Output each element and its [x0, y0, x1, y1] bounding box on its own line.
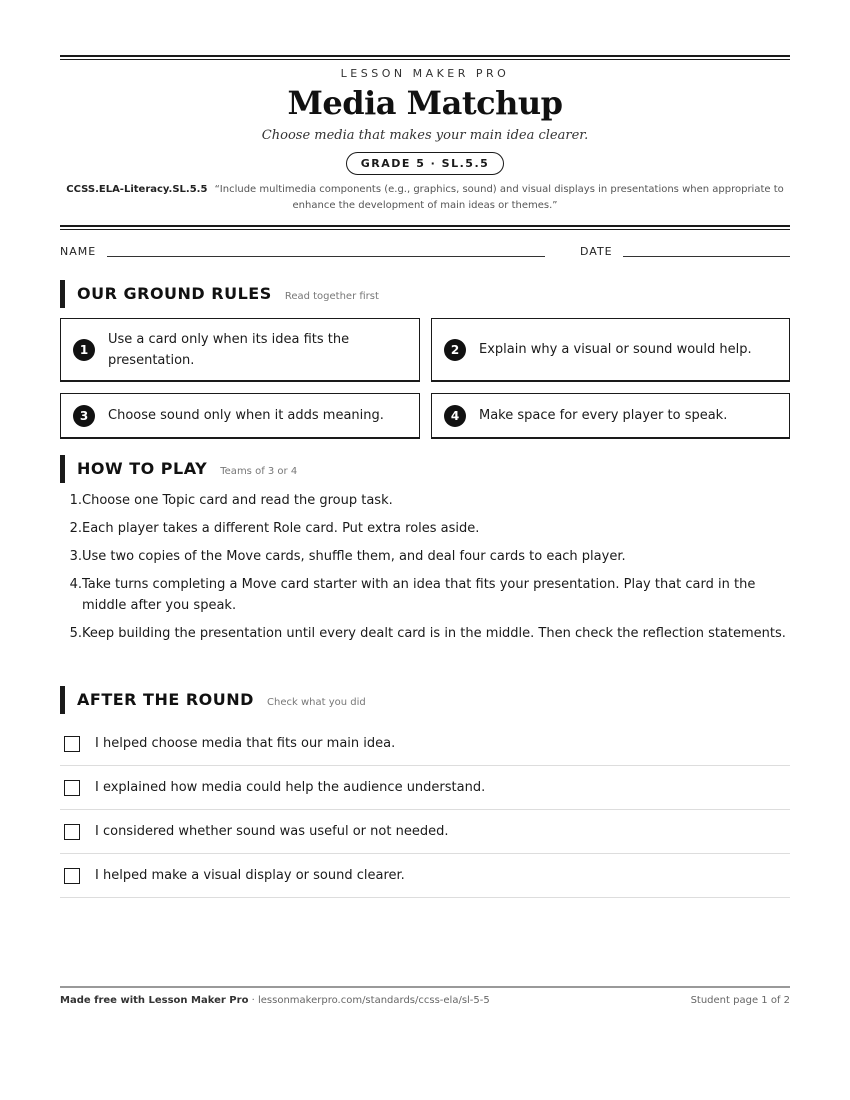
step-number: 5.	[69, 626, 82, 641]
rule-number-badge: 3	[73, 405, 95, 427]
after-round-header	[60, 686, 366, 714]
footer-made-with: Made free with Lesson Maker Pro	[60, 995, 249, 1006]
footer	[60, 995, 790, 1006]
rule-text: Choose sound only when it adds meaning.	[108, 408, 384, 423]
reflection-text: I explained how media could help the audience understand.	[95, 780, 486, 795]
rule-number-badge: 2	[444, 339, 466, 361]
standard-description	[60, 182, 790, 214]
step-text: Use two copies of the Move cards, shuffle them, and deal four cards to each player.	[82, 549, 626, 564]
rule-number-badge: 1	[73, 339, 95, 361]
step-item	[60, 546, 790, 567]
name-date-row	[60, 245, 790, 261]
ground-rule-card	[431, 393, 790, 439]
step-item	[60, 574, 790, 616]
grade-badge-wrap	[60, 152, 790, 175]
reflection-checkbox[interactable]	[64, 868, 80, 884]
step-text: Take turns completing a Move card starter with an idea that fits your presentation. Play that card in the middle after you speak.	[82, 577, 756, 613]
ground-rules-subheading: Read together first	[284, 291, 379, 302]
after-round-heading: AFTER THE ROUND	[77, 690, 254, 709]
date-label: DATE	[580, 245, 613, 258]
step-item	[60, 623, 790, 644]
reflection-item	[60, 766, 790, 810]
step-text: Keep building the presentation until every dealt card is in the middle. Then check the reflection statements.	[82, 626, 786, 641]
ground-rule-card	[60, 393, 420, 439]
reflection-text: I helped choose media that fits our main idea.	[95, 736, 396, 751]
header-bottom-rule	[60, 225, 790, 230]
name-field[interactable]	[107, 256, 545, 257]
page-number: Student page 1 of 2	[690, 995, 790, 1006]
grade-badge: GRADE 5 · SL.5.5	[346, 152, 505, 175]
reflection-item	[60, 810, 790, 854]
standard-text: “Include multimedia components (e.g., graphics, sound) and visual displays in presentations when appropriate to enhance the development of main ideas or themes.”	[214, 184, 784, 211]
step-number: 4.	[69, 577, 82, 592]
reflection-text: I helped make a visual display or sound clearer.	[95, 868, 405, 883]
page-subtitle: Choose media that makes your main idea clearer.	[261, 128, 589, 143]
rule-text: Explain why a visual or sound would help.	[479, 342, 752, 357]
date-field[interactable]	[623, 256, 790, 257]
step-number: 1.	[69, 493, 82, 508]
reflection-checkbox[interactable]	[64, 780, 80, 796]
how-to-play-heading: HOW TO PLAY	[77, 459, 208, 478]
after-round-subheading: Check what you did	[267, 697, 366, 708]
rule-text: Use a card only when its idea fits the presentation.	[108, 331, 350, 368]
how-to-play-subheading: Teams of 3 or 4	[220, 466, 298, 477]
ground-rule-card	[431, 318, 790, 382]
ground-rule-card	[60, 318, 420, 382]
step-number: 3.	[69, 549, 82, 564]
step-item	[60, 490, 790, 511]
rule-number-badge: 4	[444, 405, 466, 427]
rule-text: Make space for every player to speak.	[479, 408, 728, 423]
footer-url[interactable]: · lessonmakerpro.com/standards/ccss-ela/sl-5-5	[248, 995, 490, 1006]
reflection-item	[60, 722, 790, 766]
page-title: Media Matchup	[287, 84, 563, 122]
step-text: Choose one Topic card and read the group task.	[82, 493, 393, 508]
steps-list	[60, 490, 790, 651]
standard-code: CCSS.ELA-Literacy.SL.5.5	[66, 184, 208, 195]
reflection-checkbox[interactable]	[64, 824, 80, 840]
ground-rules-heading: OUR GROUND RULES	[77, 284, 272, 303]
brand-name: LESSON MAKER PRO	[340, 67, 510, 80]
step-item	[60, 518, 790, 539]
name-label: NAME	[60, 245, 97, 258]
how-to-play-header	[60, 455, 297, 483]
step-number: 2.	[69, 521, 82, 536]
footer-rule	[60, 986, 790, 988]
step-text: Each player takes a different Role card. Put extra roles aside.	[82, 521, 480, 536]
top-double-rule	[60, 55, 790, 60]
ground-rules-header	[60, 280, 379, 308]
reflection-item	[60, 854, 790, 898]
reflection-text: I considered whether sound was useful or not needed.	[95, 824, 449, 839]
reflection-checkbox[interactable]	[64, 736, 80, 752]
